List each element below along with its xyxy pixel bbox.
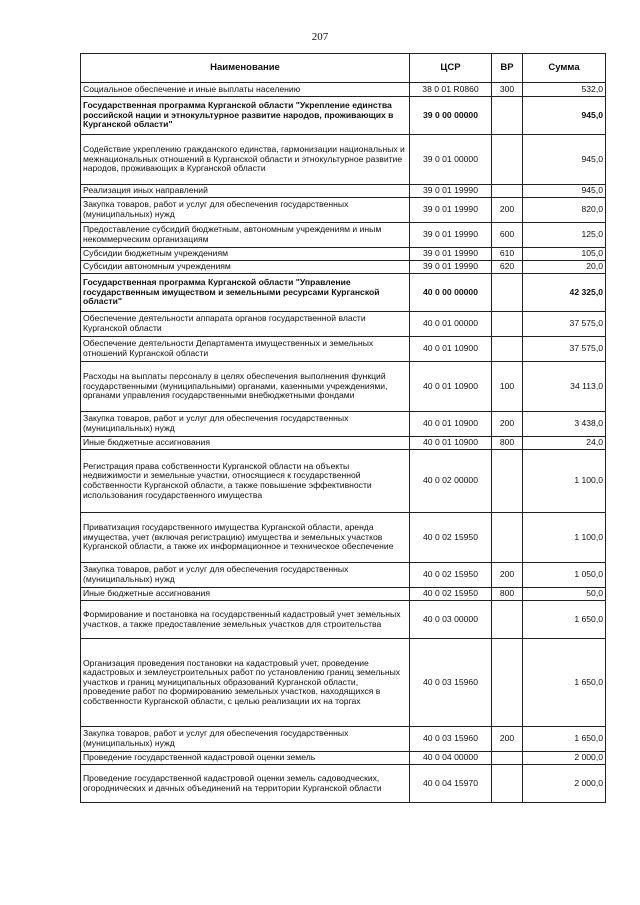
table-row xyxy=(81,97,606,135)
cell-name: Организация проведения постановки на кадастровый учет, проведение кадастровых и землеустроительных работ по установлению границ земельных участков и границ муниципальных образований Курганской области, проведение работ по формированию земельных участков, находящихся в собственности Курганской области, с целью реализации их на торгах xyxy=(81,639,410,727)
cell-vr: 200 xyxy=(492,563,523,588)
cell-name: Государственная программа Курганской области "Укрепление единства российской нации и этнокультурное развитие народов, проживающих в Курганской области" xyxy=(81,97,410,135)
cell-vr xyxy=(492,601,523,639)
table-header-row xyxy=(81,54,606,83)
cell-name: Государственная программа Курганской области "Управление государственным имуществом и земельными ресурсами Курганской области" xyxy=(81,274,410,312)
cell-sum: 1 650,0 xyxy=(523,639,606,727)
cell-csr: 39 0 01 19990 xyxy=(410,248,492,261)
column-header-name: Наименование xyxy=(81,54,410,83)
cell-csr: 40 0 02 15950 xyxy=(410,513,492,563)
cell-sum: 24,0 xyxy=(523,437,606,450)
table-row xyxy=(81,601,606,639)
table-row xyxy=(81,727,606,752)
cell-vr xyxy=(492,639,523,727)
table-row xyxy=(81,248,606,261)
cell-name: Обеспечение деятельности аппарата органов государственной власти Курганской области xyxy=(81,312,410,337)
cell-sum: 2 000,0 xyxy=(523,765,606,803)
cell-sum: 532,0 xyxy=(523,83,606,97)
cell-csr: 39 0 01 19990 xyxy=(410,185,492,198)
table-row xyxy=(81,752,606,765)
cell-name: Закупка товаров, работ и услуг для обеспечения государственных (муниципальных) нужд xyxy=(81,563,410,588)
cell-csr: 40 0 02 15950 xyxy=(410,563,492,588)
cell-vr xyxy=(492,312,523,337)
cell-csr: 40 0 03 15960 xyxy=(410,727,492,752)
table-row xyxy=(81,765,606,803)
cell-csr: 39 0 01 19990 xyxy=(410,223,492,248)
cell-csr: 40 0 03 15960 xyxy=(410,639,492,727)
table-row xyxy=(81,135,606,185)
cell-name: Закупка товаров, работ и услуг для обеспечения государственных (муниципальных) нужд xyxy=(81,727,410,752)
cell-csr: 40 0 04 15970 xyxy=(410,765,492,803)
cell-sum: 1 650,0 xyxy=(523,601,606,639)
cell-vr xyxy=(492,337,523,362)
cell-csr: 40 0 01 00000 xyxy=(410,312,492,337)
cell-sum: 50,0 xyxy=(523,588,606,601)
cell-csr: 40 0 04 00000 xyxy=(410,752,492,765)
cell-sum: 945,0 xyxy=(523,97,606,135)
cell-vr xyxy=(492,752,523,765)
table-row xyxy=(81,223,606,248)
cell-csr: 39 0 01 00000 xyxy=(410,135,492,185)
cell-csr: 40 0 01 10900 xyxy=(410,412,492,437)
cell-sum: 945,0 xyxy=(523,135,606,185)
table-row xyxy=(81,83,606,97)
cell-name: Обеспечение деятельности Департамента имущественных и земельных отношений Курганской области xyxy=(81,337,410,362)
cell-csr: 38 0 01 R0860 xyxy=(410,83,492,97)
cell-name: Социальное обеспечение и иные выплаты населению xyxy=(81,83,410,97)
cell-vr: 200 xyxy=(492,198,523,223)
cell-name: Проведение государственной кадастровой оценки земель садоводческих, огороднических и дачных объединений на территории Курганской области xyxy=(81,765,410,803)
cell-csr: 40 0 01 10900 xyxy=(410,362,492,412)
cell-vr: 200 xyxy=(492,727,523,752)
table-row xyxy=(81,185,606,198)
cell-csr: 40 0 02 15950 xyxy=(410,588,492,601)
cell-vr: 600 xyxy=(492,223,523,248)
cell-csr: 40 0 02 00000 xyxy=(410,450,492,513)
cell-vr xyxy=(492,185,523,198)
cell-name: Проведение государственной кадастровой оценки земель xyxy=(81,752,410,765)
cell-vr: 610 xyxy=(492,248,523,261)
cell-sum: 2 000,0 xyxy=(523,752,606,765)
cell-name: Субсидии бюджетным учреждениям xyxy=(81,248,410,261)
table-row xyxy=(81,563,606,588)
cell-vr xyxy=(492,765,523,803)
cell-sum: 820,0 xyxy=(523,198,606,223)
cell-sum: 42 325,0 xyxy=(523,274,606,312)
column-header-csr: ЦСР xyxy=(410,54,492,83)
table-row xyxy=(81,450,606,513)
cell-name: Закупка товаров, работ и услуг для обеспечения государственных (муниципальных) нужд xyxy=(81,198,410,223)
cell-sum: 1 100,0 xyxy=(523,450,606,513)
column-header-sum: Сумма xyxy=(523,54,606,83)
cell-vr xyxy=(492,135,523,185)
page-number: 207 xyxy=(311,31,329,43)
cell-vr xyxy=(492,274,523,312)
table-row xyxy=(81,312,606,337)
table-row xyxy=(81,588,606,601)
column-header-vr: ВР xyxy=(492,54,523,83)
cell-csr: 40 0 01 10900 xyxy=(410,437,492,450)
cell-sum: 3 438,0 xyxy=(523,412,606,437)
cell-name: Содействие укреплению гражданского единства, гармонизации национальных и межнациональных отношений в Курганской области и этнокультурное развитие народов, проживающих в Курганской области xyxy=(81,135,410,185)
cell-sum: 1 100,0 xyxy=(523,513,606,563)
cell-name: Субсидии автономным учреждениям xyxy=(81,261,410,274)
cell-vr: 300 xyxy=(492,83,523,97)
cell-sum: 125,0 xyxy=(523,223,606,248)
cell-sum: 1 650,0 xyxy=(523,727,606,752)
table-row xyxy=(81,437,606,450)
cell-vr xyxy=(492,450,523,513)
cell-name: Иные бюджетные ассигнования xyxy=(81,437,410,450)
table-row xyxy=(81,639,606,727)
cell-vr: 620 xyxy=(492,261,523,274)
table-row xyxy=(81,412,606,437)
cell-sum: 20,0 xyxy=(523,261,606,274)
cell-csr: 40 0 03 00000 xyxy=(410,601,492,639)
table-row xyxy=(81,337,606,362)
cell-vr: 200 xyxy=(492,412,523,437)
cell-sum: 1 050,0 xyxy=(523,563,606,588)
table-row xyxy=(81,513,606,563)
cell-csr: 39 0 01 19990 xyxy=(410,198,492,223)
cell-name: Расходы на выплаты персоналу в целях обеспечения выполнения функций государственными (муниципальными) органами, казенными учреждениями, органами управления государственными внебюджетными фондами xyxy=(81,362,410,412)
cell-name: Реализация иных направлений xyxy=(81,185,410,198)
table-body xyxy=(81,83,606,803)
cell-vr: 800 xyxy=(492,588,523,601)
cell-vr xyxy=(492,513,523,563)
cell-name: Регистрация права собственности Курганской области на объекты недвижимости и земельные участки, относящиеся к государственной собственности Курганской области, а также повышение эффективности использования государственного имущества xyxy=(81,450,410,513)
cell-name: Приватизация государственного имущества Курганской области, аренда имущества, учет (включая регистрацию) имущества и земельных участков Курганской области, а также их информационное и техническое обеспечение xyxy=(81,513,410,563)
cell-csr: 39 0 00 00000 xyxy=(410,97,492,135)
cell-csr: 40 0 00 00000 xyxy=(410,274,492,312)
cell-sum: 945,0 xyxy=(523,185,606,198)
table-row xyxy=(81,274,606,312)
cell-name: Закупка товаров, работ и услуг для обеспечения государственных (муниципальных) нужд xyxy=(81,412,410,437)
cell-name: Иные бюджетные ассигнования xyxy=(81,588,410,601)
cell-csr: 39 0 01 19990 xyxy=(410,261,492,274)
cell-name: Предоставление субсидий бюджетным, автономным учреждениям и иным некоммерческим организациям xyxy=(81,223,410,248)
budget-table xyxy=(80,53,606,803)
cell-sum: 37 575,0 xyxy=(523,312,606,337)
cell-vr: 100 xyxy=(492,362,523,412)
cell-sum: 105,0 xyxy=(523,248,606,261)
cell-vr xyxy=(492,97,523,135)
table-row xyxy=(81,198,606,223)
cell-vr: 800 xyxy=(492,437,523,450)
cell-name: Формирование и постановка на государственный кадастровый учет земельных участков, а также предоставление земельных участков для строительства xyxy=(81,601,410,639)
cell-sum: 34 113,0 xyxy=(523,362,606,412)
table-row xyxy=(81,261,606,274)
cell-sum: 37 575,0 xyxy=(523,337,606,362)
table-row xyxy=(81,362,606,412)
cell-csr: 40 0 01 10900 xyxy=(410,337,492,362)
